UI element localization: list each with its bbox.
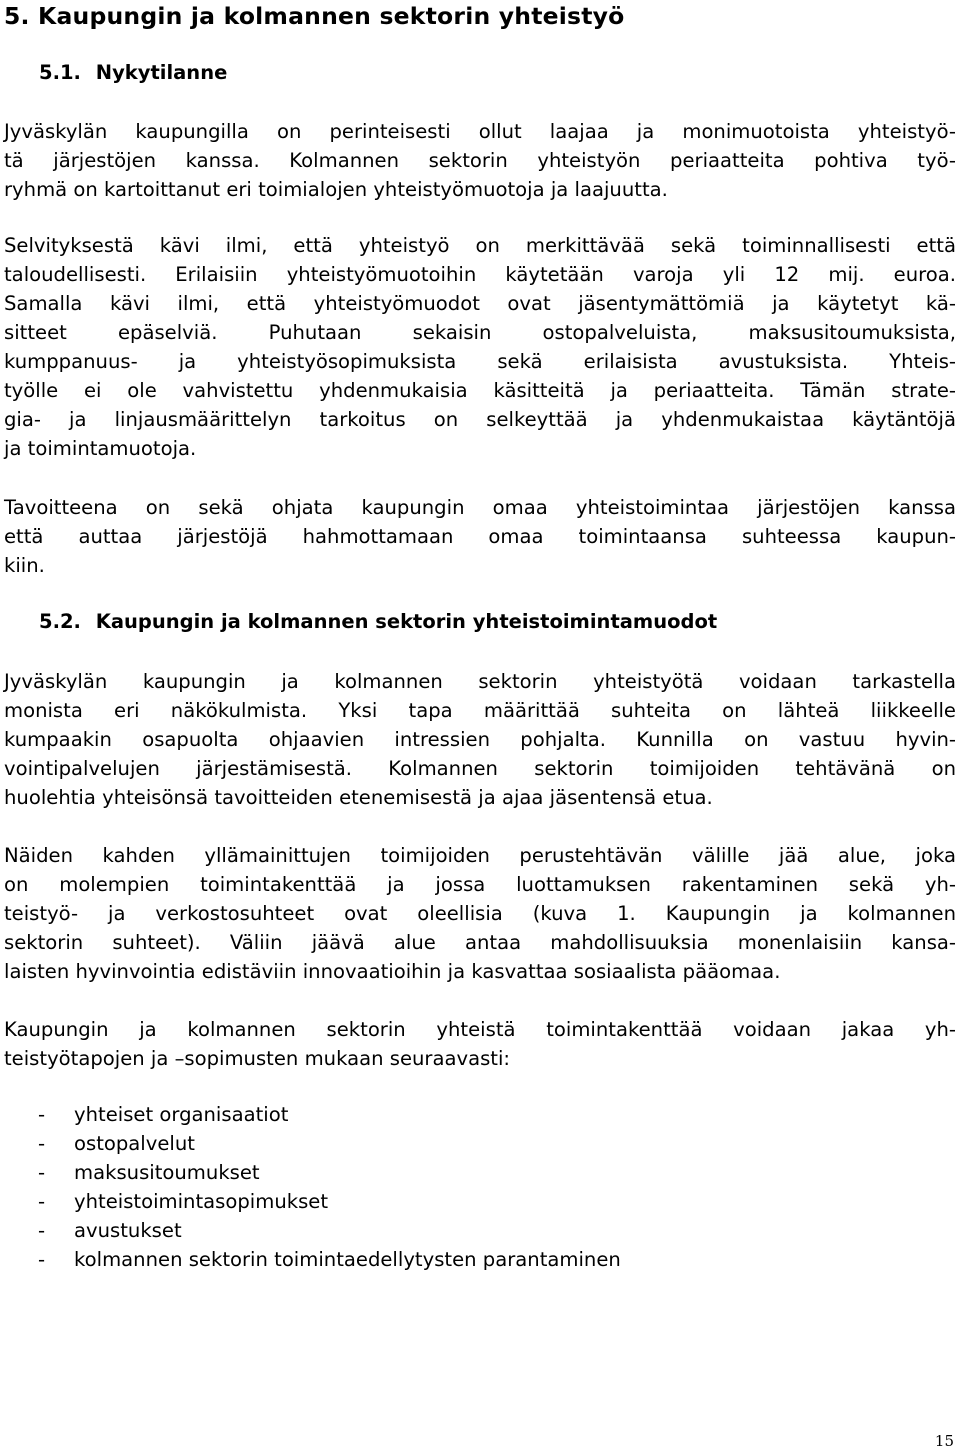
paragraph-3 — [4, 493, 956, 580]
paragraph-line: ryhmä on kartoittanut eri toimialojen yhteistyömuotoja ja laajuutta. — [4, 178, 668, 201]
subsection-heading: Kaupungin ja kolmannen sektorin yhteistoimintamuodot — [95, 610, 718, 633]
subsection-number: 5.1. — [39, 61, 81, 84]
paragraph-line: kumppanuus- ja yhteistyösopimuksista sekä erilaisista avustuksista. Yhteis- — [4, 350, 956, 373]
paragraph-line: huolehtia yhteisönsä tavoitteiden etenemisestä ja ajaa jäsentensä etua. — [4, 786, 713, 809]
list-dash: - — [38, 1103, 46, 1126]
paragraph-line: työlle ei ole vahvistettu yhdenmukaisia käsitteitä ja periaatteita. Tämän strate- — [4, 379, 956, 402]
list-item-text: kolmannen sektorin toimintaedellytysten parantaminen — [74, 1248, 621, 1271]
paragraph-line: laisten hyvinvointia edistäviin innovaatioihin ja kasvattaa sosiaalista pääomaa. — [4, 960, 781, 983]
list-dash: - — [38, 1132, 46, 1155]
list-item — [38, 1158, 621, 1187]
list-dash: - — [38, 1248, 46, 1271]
paragraph-line: että auttaa järjestöjä hahmottamaan omaa toimintaansa suhteessa kaupun- — [4, 525, 956, 548]
page-number: 15 — [934, 1432, 954, 1450]
paragraph-line: on molempien toimintakenttää ja jossa luottamuksen rakentaminen sekä yh- — [4, 873, 956, 896]
cooperation-forms-list — [38, 1100, 621, 1274]
list-item — [38, 1216, 621, 1245]
list-dash: - — [38, 1219, 46, 1242]
list-item — [38, 1187, 621, 1216]
list-item-text: yhteiset organisaatiot — [74, 1103, 289, 1126]
list-dash: - — [38, 1161, 46, 1184]
paragraph-line: tä järjestöjen kanssa. Kolmannen sektorin yhteistyön periaatteita pohtiva työ- — [4, 149, 956, 172]
paragraph-line: taloudellisesti. Erilaisiin yhteistyömuotoihin käytetään varoja yli 12 mij. euroa. — [4, 263, 956, 286]
paragraph-line: monista eri näkökulmista. Yksi tapa määrittää suhteita on lähteä liikkeelle — [4, 699, 956, 722]
paragraph-2 — [4, 231, 956, 463]
paragraph-line: teistyötapojen ja –sopimusten mukaan seuraavasti: — [4, 1047, 511, 1070]
paragraph-line: Jyväskylän kaupungin ja kolmannen sektorin yhteistyötä voidaan tarkastella — [4, 670, 956, 693]
paragraph-line: sektorin suhteet). Väliin jäävä alue antaa mahdollisuuksia monenlaisiin kansa- — [4, 931, 956, 954]
paragraph-line: gia- ja linjausmäärittelyn tarkoitus on selkeyttää ja yhdenmukaistaa käytäntöjä — [4, 408, 956, 431]
paragraph-line: vointipalvelujen järjestämisestä. Kolmannen sektorin toimijoiden tehtävänä on — [4, 757, 956, 780]
paragraph-line: Jyväskylän kaupungilla on perinteisesti ollut laajaa ja monimuotoista yhteistyö- — [4, 120, 956, 143]
list-item-text: yhteistoimintasopimukset — [74, 1190, 329, 1213]
paragraph-1 — [4, 117, 956, 204]
subsection-title-yhteistoimintamuodot — [39, 610, 717, 633]
paragraph-line: kumpaakin osapuolta ohjaavien intressien pohjalta. Kunnilla on vastuu hyvin- — [4, 728, 956, 751]
list-item-text: maksusitoumukset — [74, 1161, 260, 1184]
list-item-text: ostopalvelut — [74, 1132, 195, 1155]
paragraph-4 — [4, 667, 956, 812]
subsection-title-nykytilanne — [39, 61, 227, 84]
paragraph-6 — [4, 1015, 956, 1073]
paragraph-line: Samalla kävi ilmi, että yhteistyömuodot ovat jäsentymättömiä ja käytetyt kä- — [4, 292, 956, 315]
section-title: 5. Kaupungin ja kolmannen sektorin yhteistyö — [4, 2, 625, 30]
paragraph-line: teistyö- ja verkostosuhteet ovat oleellisia (kuva 1. Kaupungin ja kolmannen — [4, 902, 956, 925]
list-item — [38, 1100, 621, 1129]
paragraph-line: ja toimintamuotoja. — [4, 437, 197, 460]
paragraph-line: Kaupungin ja kolmannen sektorin yhteistä toimintakenttää voidaan jakaa yh- — [4, 1018, 956, 1041]
paragraph-5 — [4, 841, 956, 986]
paragraph-line: kiin. — [4, 554, 45, 577]
list-item — [38, 1129, 621, 1158]
paragraph-line: sitteet epäselviä. Puhutaan sekaisin ostopalveluista, maksusitoumuksista, — [4, 321, 956, 344]
subsection-heading: Nykytilanne — [95, 61, 228, 84]
subsection-number: 5.2. — [39, 610, 81, 633]
list-item — [38, 1245, 621, 1274]
list-item-text: avustukset — [74, 1219, 182, 1242]
paragraph-line: Näiden kahden yllämainittujen toimijoiden perustehtävän välille jää alue, joka — [4, 844, 956, 867]
list-dash: - — [38, 1190, 46, 1213]
paragraph-line: Tavoitteena on sekä ohjata kaupungin omaa yhteistoimintaa järjestöjen kanssa — [4, 496, 956, 519]
paragraph-line: Selvityksestä kävi ilmi, että yhteistyö on merkittävää sekä toiminnallisesti että — [4, 234, 956, 257]
